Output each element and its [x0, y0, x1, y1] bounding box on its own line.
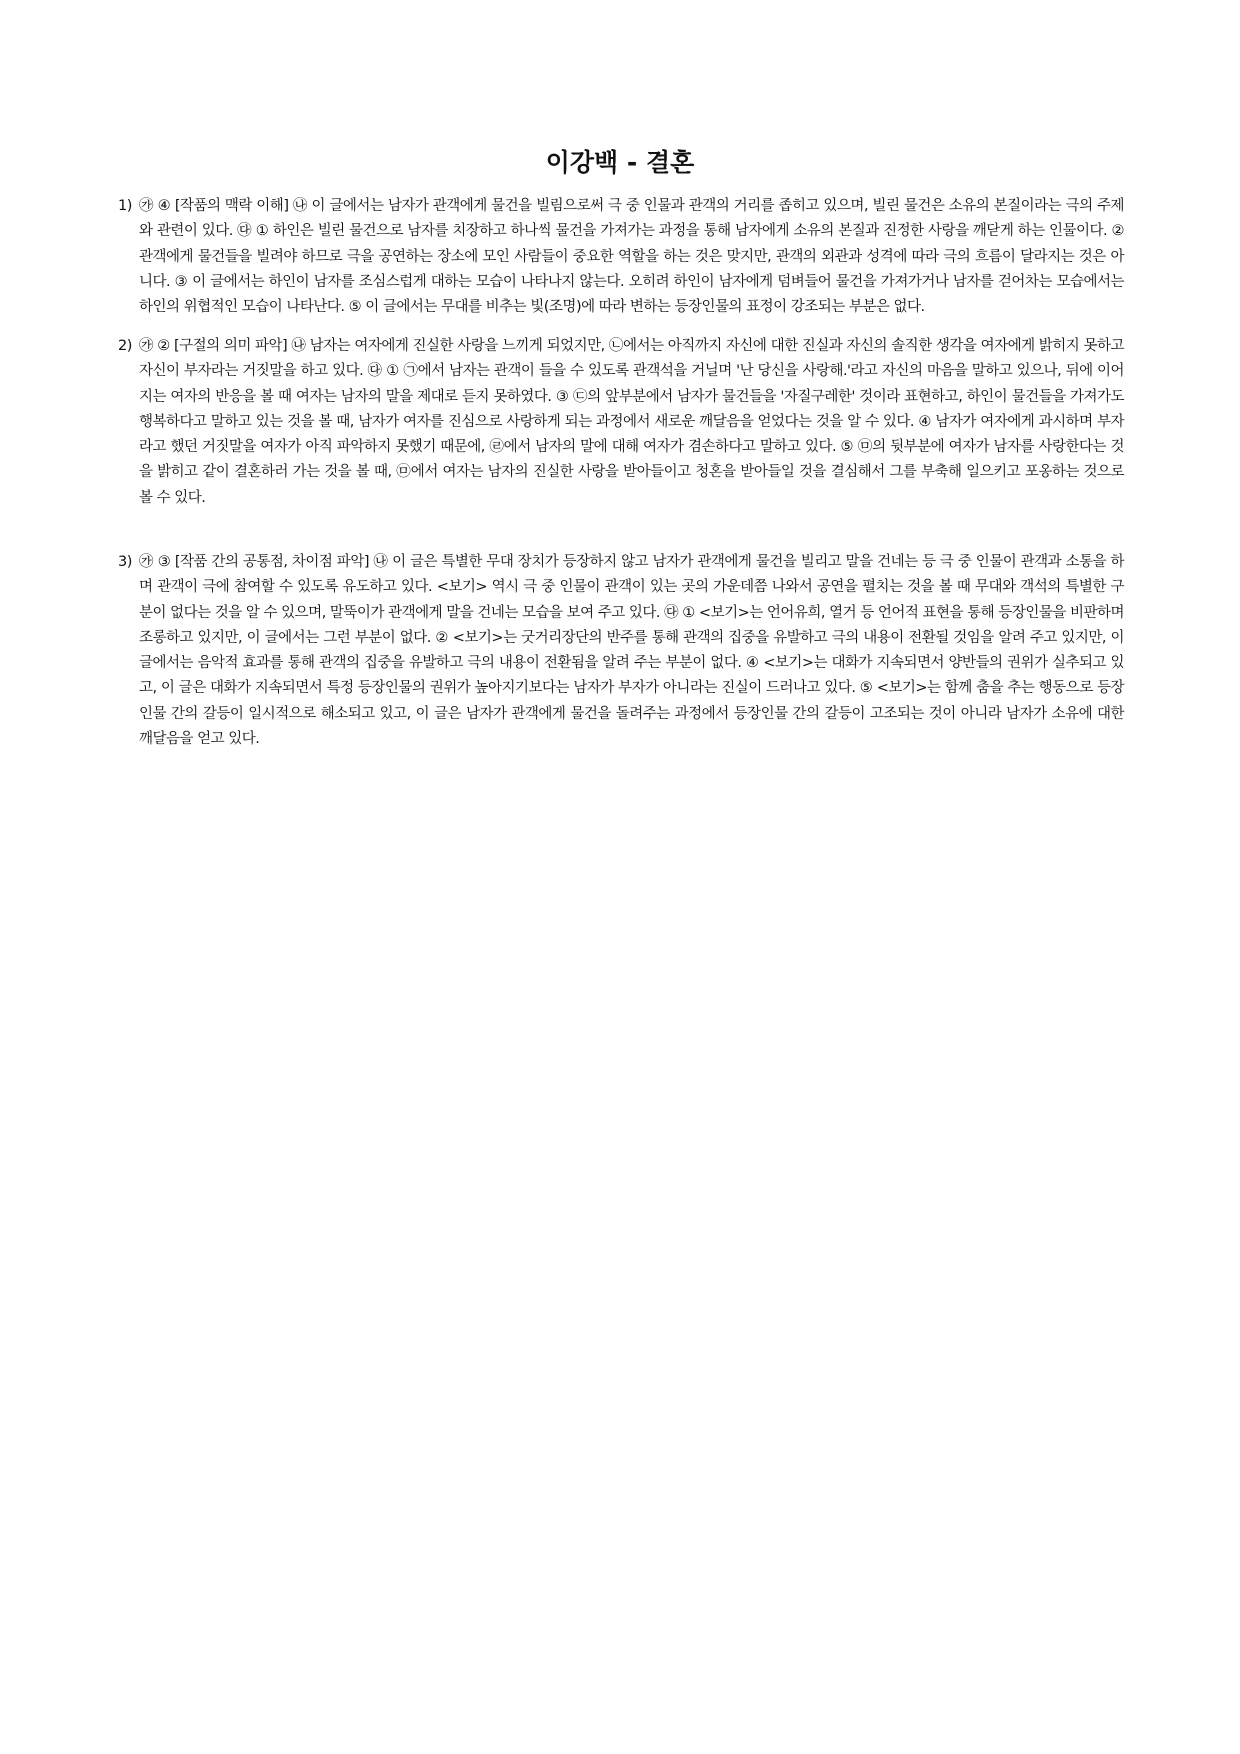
- answer-list: [118, 194, 1124, 766]
- page-title: 이강백 - 결혼: [545, 148, 695, 177]
- answer-number: 1): [118, 198, 132, 214]
- answer-number: 3): [118, 554, 132, 570]
- answer-explanation: ㉮ ④ [작품의 맥락 이해] ㉯ 이 글에서는 남자가 관객에게 물건을 빌림으로써 극 중 인물과 관객의 거리를 좁히고 있으며, 빌린 물건은 소유의 본질이라는 극의 주제와 관련이 있다. ㉰ ① 하인은 빌린 물건으로 남자를 치장하고 하나씩 물건을 가져가는 과정을 통해 남자에게 소유의 본질과 진정한 사랑을 깨닫게 하는 인물이다. ② 관객에게 물건들을 빌려야 하므로 극을 공연하는 장소에 모인 사람들이 중요한 역할을 하는 것은 맞지만, 관객의 외관과 성격에 따라 극의 흐름이 달라지는 것은 아니다. ③ 이 글에서는 하인이 남자를 조심스럽게 대하는 모습이 나타나지 않는다. 오히려 하인이 남자에게 덤벼들어 물건을 가져가거나 남자를 걷어차는 모습에서는 하인의 위협적인 모습이 나타난다. ⑤ 이 글에서는 무대를 비추는 빛(조명)에 따라 변하는 등장인물의 표정이 강조되는 부분은 없다.: [139, 198, 1124, 316]
- answer-number: 2): [118, 338, 132, 354]
- answer-explanation: ㉮ ② [구절의 의미 파악] ㉯ 남자는 여자에게 진실한 사랑을 느끼게 되었지만, ㉡에서는 아직까지 자신에 대한 진실과 자신의 솔직한 생각을 여자에게 밝히지 못하고 자신이 부자라는 거짓말을 하고 있다. ㉰ ① ㉠에서 남자는 관객이 들을 수 있도록 관객석을 거닐며 '난 당신을 사랑해.'라고 자신의 마음을 말하고 있으나, 뒤에 이어지는 여자의 반응을 볼 때 여자는 남자의 말을 제대로 듣지 못하였다. ③ ㉢의 앞부분에서 남자가 물건들을 '자질구레한' 것이라 표현하고, 하인이 물건들을 가져가도 행복하다고 말하고 있는 것을 볼 때, 남자가 여자를 진심으로 사랑하게 되는 과정에서 새로운 깨달음을 얻었다는 것을 알 수 있다. ④ 남자가 여자에게 과시하며 부자라고 했던 거짓말을 여자가 아직 파악하지 못했기 때문에, ㉣에서 남자의 말에 대해 여자가 겸손하다고 말하고 있다. ⑤ ㉤의 뒷부분에 여자가 남자를 사랑한다는 것을 밝히고 같이 결혼하러 가는 것을 볼 때, ㉤에서 여자는 남자의 진실한 사랑을 받아들이고 청혼을 받아들일 것을 결심해서 그를 부축해 일으키고 포옹하는 것으로 볼 수 있다.: [139, 338, 1124, 506]
- answer-item-1: [118, 194, 1124, 320]
- answer-item-2: [118, 334, 1124, 536]
- answer-item-3: [118, 550, 1124, 752]
- answer-explanation: ㉮ ③ [작품 간의 공통점, 차이점 파악] ㉯ 이 글은 특별한 무대 장치가 등장하지 않고 남자가 관객에게 물건을 빌리고 말을 건네는 등 극 중 인물이 관객과 소통을 하며 관객이 극에 참여할 수 있도록 유도하고 있다. <보기> 역시 극 중 인물이 관객이 있는 곳의 가운데쯤 나와서 공연을 펼치는 것을 볼 때 무대와 객석의 특별한 구분이 없다는 것을 알 수 있으며, 말뚝이가 관객에게 말을 건네는 모습을 보여 주고 있다. ㉰ ① <보기>는 언어유희, 열거 등 언어적 표현을 통해 등장인물을 비판하며 조롱하고 있지만, 이 글에서는 그런 부분이 없다. ② <보기>는 굿거리장단의 반주를 통해 관객의 집중을 유발하고 극의 내용이 전환될 것임을 알려 주고 있지만, 이 글에서는 음악적 효과를 통해 관객의 집중을 유발하고 극의 내용이 전환됨을 알려 주는 부분이 없다. ④ <보기>는 대화가 지속되면서 양반들의 권위가 실추되고 있고, 이 글은 대화가 지속되면서 특정 등장인물의 권위가 높아지기보다는 남자가 부자가 아니라는 진실이 드러나고 있다. ⑤ <보기>는 함께 춤을 추는 행동으로 등장인물 간의 갈등이 일시적으로 해소되고 있고, 이 글은 남자가 관객에게 물건을 돌려주는 과정에서 등장인물 간의 갈등이 고조되는 것이 아니라 남자가 소유에 대한 깨달음을 얻고 있다.: [139, 554, 1124, 748]
